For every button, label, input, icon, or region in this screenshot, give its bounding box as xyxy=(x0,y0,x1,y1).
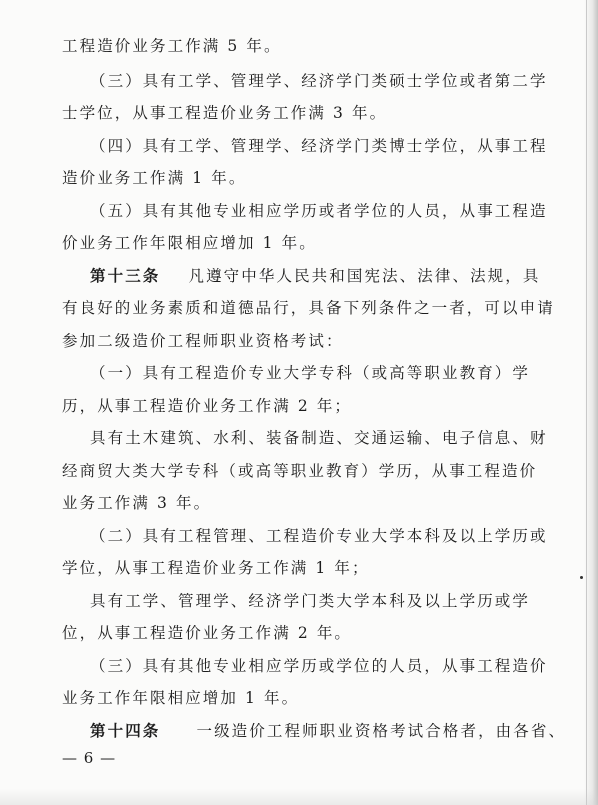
text-line-5: 造价业务工作满 1 年。 xyxy=(62,169,247,187)
text-line-16: （二）具有工程管理、工程造价专业大学本科及以上学历或 xyxy=(90,527,548,545)
text-line-9: 有良好的业务素质和道德品行，具备下列条件之一者，可以申请 xyxy=(62,299,555,317)
text-line-12: 历，从事工程造价业务工作满 2 年； xyxy=(62,397,353,415)
text-line-7: 价业务工作年限相应增加 1 年。 xyxy=(62,234,317,252)
article-13-first-line xyxy=(90,266,540,286)
text-line-10: 参加二级造价工程师职业资格考试： xyxy=(62,332,344,350)
text-line-4: （四）具有工学、管理学、经济学门类博士学位，从事工程 xyxy=(90,137,548,155)
text-line-8: 凡遵守中华人民共和国宪法、法律、法规，具 xyxy=(188,267,541,285)
text-line-13: 具有土木建筑、水利、装备制造、交通运输、电子信息、财 xyxy=(90,429,548,447)
text-line-1: 工程造价业务工作满 5 年。 xyxy=(62,37,282,55)
text-line-22: 一级造价工程师职业资格考试合格者，由各省、 xyxy=(196,722,567,740)
scan-speck xyxy=(580,576,583,579)
article-14-heading: 第十四条 xyxy=(90,721,161,740)
article-14-first-line xyxy=(90,721,566,741)
text-line-6: （五）具有其他专业相应学历或者学位的人员，从事工程造 xyxy=(90,202,548,220)
text-line-19: 位，从事工程造价业务工作满 2 年。 xyxy=(62,624,353,642)
page-number: — 6 — xyxy=(62,749,117,767)
text-line-21: 业务工作年限相应增加 1 年。 xyxy=(62,689,300,707)
text-line-14: 经商贸大类大学专科（或高等职业教育）学历，从事工程造价 xyxy=(62,462,538,480)
text-line-11: （一）具有工程造价专业大学专科（或高等职业教育）学 xyxy=(90,364,531,382)
page-bottom-shadow xyxy=(0,789,598,805)
text-line-18: 具有工学、管理学、经济学门类大学本科及以上学历或学 xyxy=(90,592,531,610)
page-edge-shadow xyxy=(584,0,598,805)
text-line-15: 业务工作满 3 年。 xyxy=(62,494,212,512)
text-line-3: 士学位，从事工程造价业务工作满 3 年。 xyxy=(62,104,388,122)
text-line-17: 学位，从事工程造价业务工作满 1 年； xyxy=(62,559,370,577)
text-line-20: （三）具有其他专业相应学历或学位的人员，从事工程造价 xyxy=(90,657,548,675)
article-13-heading: 第十三条 xyxy=(90,266,161,285)
text-line-2: （三）具有工学、管理学、经济学门类硕士学位或者第二学 xyxy=(90,72,548,90)
